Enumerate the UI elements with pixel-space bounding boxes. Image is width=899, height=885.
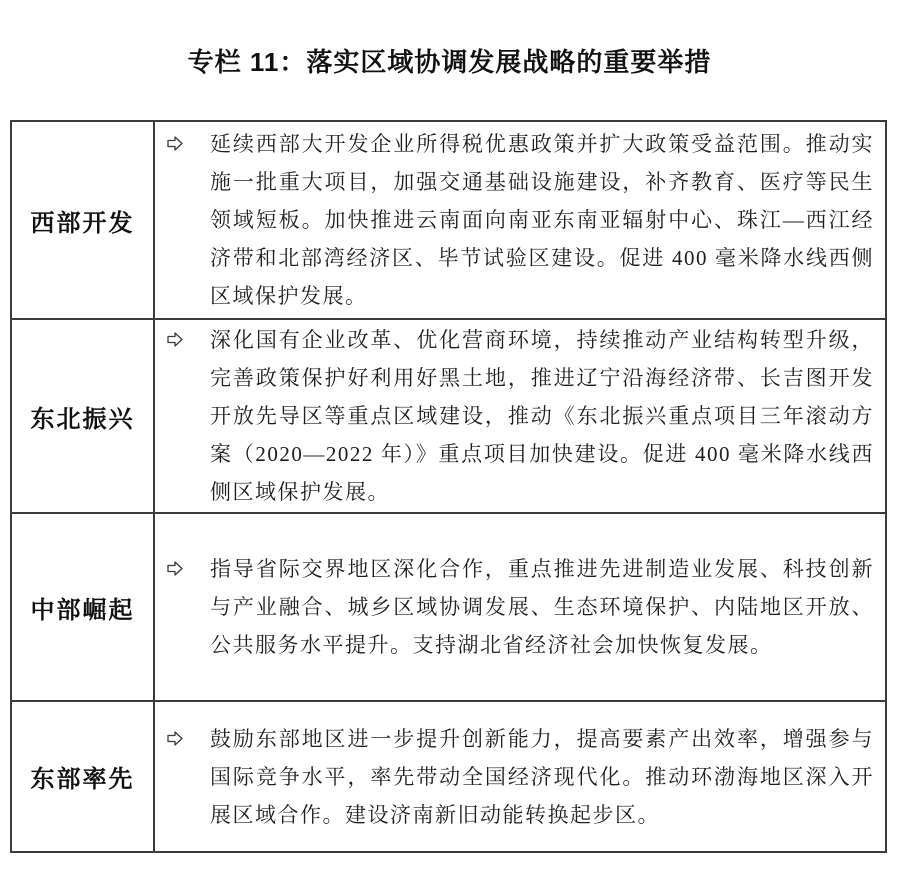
row-label-cell-dongbei [12,320,155,514]
row-text: 指导省际交界地区深化合作，重点推进先进制造业发展、科技创新与产业融合、城乡区域协调发展、生态环境保护、内陆地区开放、公共服务水平提升。支持湖北省经济社会加快恢复发展。 [210,557,874,657]
row-label-cell-dongbu [12,702,155,851]
table-row [165,321,874,511]
rightwards-hollow-arrow-icon [165,330,185,349]
row-label: 中部崛起 [30,596,135,624]
measures-table [10,120,887,853]
row-content-cell-dongbei [155,320,885,514]
rightwards-hollow-arrow-icon [165,134,185,153]
row-label: 西部开发 [30,209,135,237]
row-content-cell-zhongbu [155,514,885,702]
row-label-cell-zhongbu [12,514,155,702]
rightwards-hollow-arrow-icon [165,559,185,578]
table-row [165,550,874,664]
row-text: 鼓励东部地区进一步提升创新能力，提高要素产出效率，增强参与国际竞争水平，率先带动全国经济现代化。推动环渤海地区深入开展区域合作。建设济南新旧动能转换起步区。 [210,726,874,827]
row-label: 东北振兴 [30,405,135,433]
row-content-cell-xibu [155,122,885,320]
row-text: 深化国有企业改革、优化营商环境，持续推动产业结构转型升级，完善政策保护好利用好黑土地，推进辽宁沿海经济带、长吉图开发开放先导区等重点区域建设，推动《东北振兴重点项目三年滚动方案（2020—2022 年）》重点项目加快建设。促进 400 毫米降水线西侧区域保护发展。 [210,328,874,504]
row-label: 东部率先 [30,766,135,793]
row-text: 延续西部大开发企业所得税优惠政策并扩大政策受益范围。推动实施一批重大项目，加强交通基础设施建设，补齐教育、医疗等民生领域短板。加快推进云南面向南亚东南亚辐射中心、珠江—西江经济带和北部湾经济区、毕节试验区建设。促进 400 毫米降水线西侧区域保护发展。 [210,132,874,308]
rightwards-hollow-arrow-icon [165,729,185,748]
row-content-cell-dongbu [155,702,885,851]
page-title: 专栏 11：落实区域协调发展战略的重要举措 [187,47,712,77]
row-label-cell-xibu [12,122,155,320]
table-row [165,720,874,834]
table-row [165,125,874,315]
